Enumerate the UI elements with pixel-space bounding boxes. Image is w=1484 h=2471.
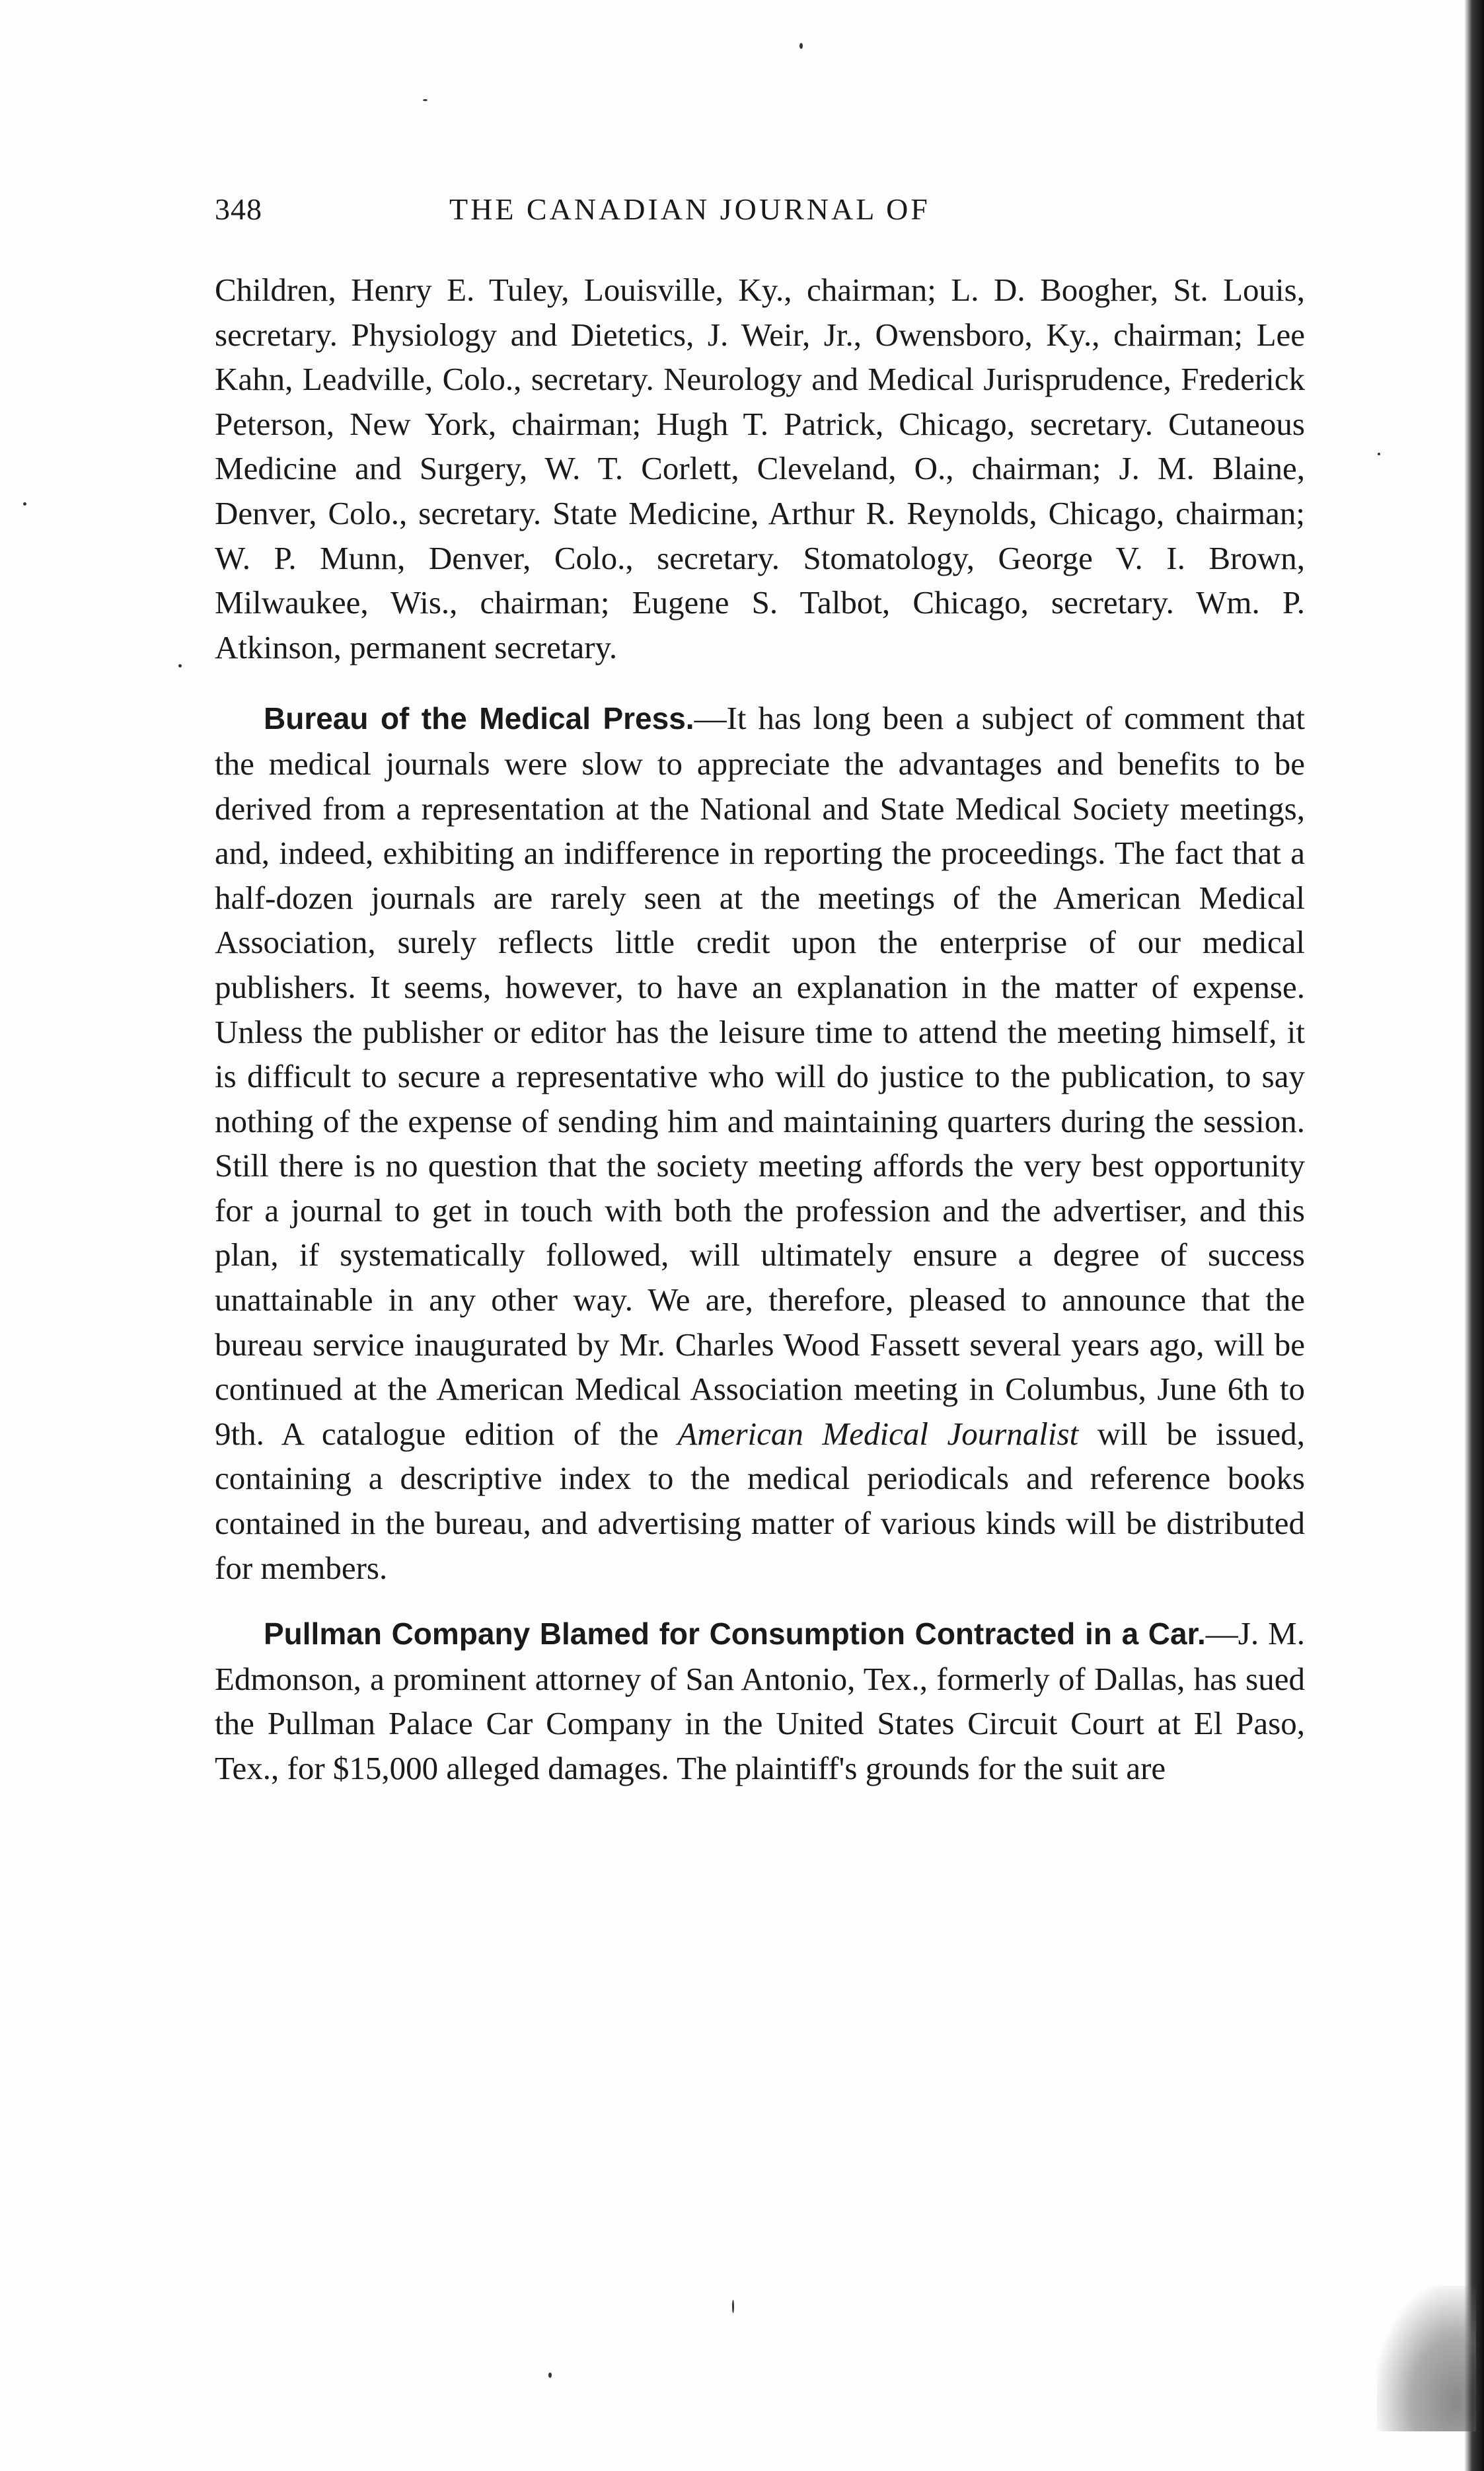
paragraph-text-continued: will be issued, containing a descriptive index to the medical periodicals and reference books contained in the bureau, and advertising matter of various kinds will be distributed for members.	[215, 1415, 1305, 1586]
page-number: 348	[215, 192, 262, 226]
section-heading: Pullman Company Blamed for Consumption Contracted in a Car.	[264, 1616, 1206, 1652]
pullman-company-paragraph	[215, 1611, 1305, 1790]
article-body	[215, 268, 1305, 1812]
scan-speck	[1378, 453, 1380, 455]
section-heading: Bureau of the Medical Press.	[264, 701, 694, 736]
paragraph-text: —It has long been a subject of comment that the medical journals were slow to appreciate the advantages and benefits to be derived from a representation at the National and State Medical Society meetings, and, indeed, exhibiting an indifference in reporting the proceedings. The fact that a half-dozen journals are rarely seen at the meetings of the American Medical Association, surely reflects little credit upon the enterprise of our medical publishers. It seems, however, to have an explanation in the matter of expense. Unless the publisher or editor has the leisure time to attend the meeting himself, it is difficult to secure a representative who will do justice to the publication, to say nothing of the expense of sending him and maintaining quarters during the session. Still there is no question that the society meeting affords the very best opportunity for a journal to get in touch with both the profession and the advertiser, and this plan, if systematically followed, will ultimately ensure a degree of success unattainable in any other way. We are, therefore, pleased to announce that the bureau service inaugurated by Mr. Charles Wood Fassett several years ago, will be continued at the American Medical Association meeting in Columbus, June 6th to 9th. A catalogue edition of the	[215, 700, 1305, 1452]
paragraph-text: Children, Henry E. Tuley, Louisville, Ky., chairman; L. D. Boogher, St. Louis, secretary. Physiology and Dietetics, J. Weir, Jr., Owensboro, Ky., chairman; Lee Kahn, Leadville, Colo., secretary. Neurology and Medical Jurisprudence, Frederick Peterson, New York, chairman; Hugh T. Patrick, Chicago, secretary. Cutaneous Medicine and Surgery, W. T. Corlett, Cleveland, O., chairman; J. M. Blaine, Denver, Colo., secretary. State Medicine, Arthur R. Reynolds, Chicago, chairman; W. P. Munn, Denver, Colo., secretary. Stomatology, George V. I. Brown, Milwaukee, Wis., chairman; Eugene S. Talbot, Chicago, secretary. Wm. P. Atkinson, permanent secretary.	[215, 272, 1305, 665]
scan-speck	[423, 99, 427, 101]
bureau-medical-press-paragraph	[215, 696, 1305, 1590]
page-header	[215, 192, 1305, 238]
committee-list-paragraph	[215, 268, 1305, 669]
scan-speck	[732, 2300, 734, 2313]
scan-speck	[178, 664, 182, 667]
scan-speck	[23, 502, 26, 506]
scan-speck	[799, 43, 803, 49]
paragraph-text: —J. M. Edmonson, a prominent attorney of San Antonio, Tex., formerly of Dallas, has sued the Pullman Palace Car Company in the United States Circuit Court at El Paso, Tex., for $15,000 alleged damages. The plaintiff's grounds for the suit are	[215, 1615, 1306, 1786]
journal-title: American Medical Journalist	[677, 1415, 1079, 1452]
binding-shadow	[1464, 0, 1484, 2471]
scan-speck	[548, 2373, 552, 2378]
frayed-corner	[1377, 2286, 1476, 2431]
running-title: THE CANADIAN JOURNAL OF	[449, 192, 930, 226]
